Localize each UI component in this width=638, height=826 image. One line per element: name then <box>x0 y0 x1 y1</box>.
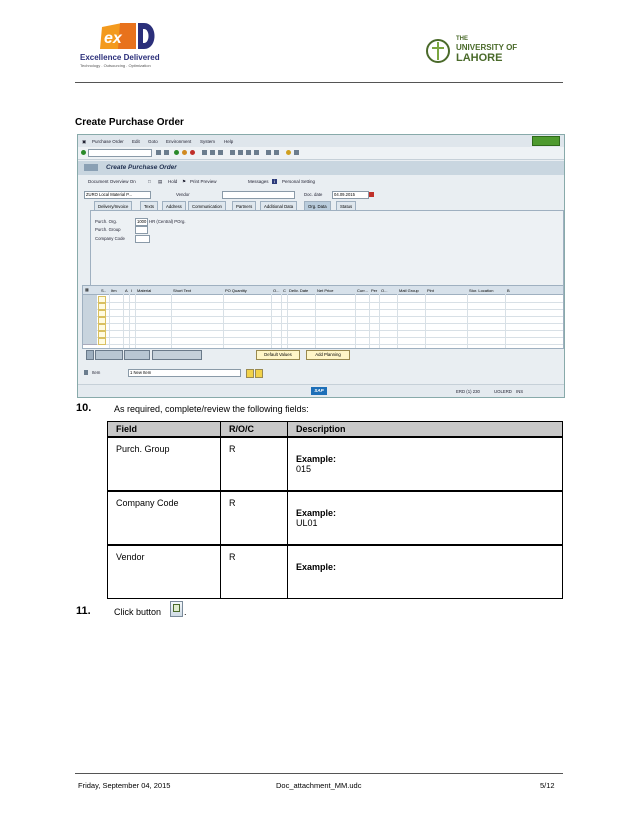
grid-column-header[interactable]: Short Text <box>173 288 191 293</box>
check-icon[interactable]: ⚑ <box>182 179 187 184</box>
status-server: UOLERD <box>494 389 512 394</box>
item-label: Item <box>92 370 101 375</box>
find-icon[interactable] <box>210 150 215 155</box>
grid-column-header[interactable]: O... <box>381 288 388 293</box>
item-down-button[interactable] <box>255 369 263 378</box>
step-11-text: Click button <box>114 607 162 617</box>
back-nav-icon[interactable] <box>156 150 161 155</box>
last-page-icon[interactable] <box>254 150 259 155</box>
add-planning-button[interactable]: Add Planning <box>306 350 350 360</box>
svg-text:ex: ex <box>104 30 122 47</box>
previous-page-icon[interactable] <box>238 150 243 155</box>
uol-lahore: LAHORE <box>456 52 503 64</box>
uol-university: UNIVERSITY OF <box>456 43 518 52</box>
example-value: 015 <box>296 464 312 474</box>
row-roc: R <box>221 437 288 491</box>
table-row[interactable] <box>97 337 563 345</box>
purch-org-field[interactable]: 1000 <box>137 219 147 224</box>
grid-column-header[interactable]: Net Price <box>317 288 334 293</box>
grid-toolbar <box>82 350 562 360</box>
command-field[interactable] <box>88 149 152 157</box>
example-value: UL01 <box>296 518 318 528</box>
grid-column-header[interactable]: Material <box>137 288 152 293</box>
grid-column-header[interactable]: Matl Group <box>399 288 419 293</box>
step-10-text: As required, complete/review the following fields: <box>114 404 309 414</box>
sap-title-text: Create Purchase Order <box>106 164 177 171</box>
row-description <box>288 545 563 599</box>
grid-header <box>83 286 563 295</box>
menu-goto[interactable]: Goto <box>148 139 158 144</box>
new-session-icon[interactable] <box>266 150 271 155</box>
item-detail-row <box>82 368 562 378</box>
col-roc: R/O/C <box>221 422 288 438</box>
section-title: Create Purchase Order <box>75 117 184 128</box>
menu-icon[interactable]: ▣ <box>82 139 87 144</box>
next-page-icon[interactable] <box>246 150 251 155</box>
col-field: Field <box>108 422 221 438</box>
po-header-row <box>82 190 562 200</box>
purch-org-description: HR (Central) POrg. <box>149 219 186 224</box>
grid-detail-icon[interactable] <box>86 350 94 360</box>
company-code-field[interactable] <box>135 235 150 243</box>
doc-date-field[interactable]: 04.09.2015 <box>332 191 369 199</box>
header-divider <box>75 82 563 83</box>
grid-column-header[interactable]: C <box>283 288 286 293</box>
grid-column-header[interactable]: O... <box>273 288 280 293</box>
item-collapse-icon[interactable] <box>84 370 88 375</box>
hold-button[interactable]: Hold <box>168 179 178 184</box>
item-up-button[interactable] <box>246 369 254 378</box>
grid-column-header[interactable]: Deliv. Date <box>289 288 309 293</box>
company-code-label: Company Code <box>95 236 125 241</box>
uol-the: THE <box>456 36 468 42</box>
grid-column-header[interactable]: Per <box>371 288 378 293</box>
grid-column-header[interactable]: Itm <box>111 288 117 293</box>
personal-setting-button[interactable]: Personal Setting <box>282 179 316 184</box>
menu-system[interactable]: System <box>200 139 216 144</box>
default-values-button[interactable]: Default Values <box>256 350 300 360</box>
row-selector[interactable] <box>83 337 97 345</box>
grid-column-header[interactable]: A <box>125 288 128 293</box>
fields-table-header <box>108 422 563 438</box>
step-10-number: 10. <box>76 402 92 414</box>
help-icon[interactable] <box>286 150 291 155</box>
exd-logo <box>78 21 162 70</box>
tab-communication[interactable]: Communication <box>188 201 226 211</box>
sap-screenshot <box>77 134 565 398</box>
tab-additional-data[interactable]: Additional Data <box>260 201 297 211</box>
tab-texts[interactable]: Texts <box>140 201 158 211</box>
save-icon[interactable] <box>164 150 169 155</box>
row-description <box>288 491 563 545</box>
grid-column-header[interactable]: I <box>131 288 133 293</box>
step-11-period: . <box>184 607 187 617</box>
footer-page: 5/12 <box>540 781 555 790</box>
exit-icon[interactable] <box>182 150 187 155</box>
exd-logo-mark <box>100 21 158 51</box>
grid-column-header[interactable]: Plnt <box>427 288 434 293</box>
university-of-lahore-logo <box>424 36 554 66</box>
item-select[interactable]: 1 New Item <box>128 369 241 377</box>
info-icon[interactable]: i <box>274 179 275 184</box>
first-page-icon[interactable] <box>230 150 235 155</box>
tab-org-data[interactable]: Org. Data <box>304 201 331 211</box>
item-input-cell[interactable] <box>98 338 106 345</box>
print-icon[interactable] <box>202 150 207 155</box>
footer-file: Doc_attachment_MM.udc <box>276 781 362 790</box>
header-tabs <box>82 201 562 210</box>
tab-address[interactable]: Address <box>162 201 186 211</box>
tab-status[interactable]: Status <box>336 201 356 211</box>
window-controls[interactable] <box>532 136 560 146</box>
grid-column-header[interactable]: B <box>507 288 510 293</box>
sap-application-toolbar <box>78 176 564 188</box>
row-field: Purch. Group <box>108 437 221 491</box>
cancel-icon[interactable] <box>190 150 195 155</box>
document-overview-button[interactable]: Document Overview On <box>88 179 136 184</box>
example-label: Example: <box>296 508 337 518</box>
grid-column-header[interactable]: PO Quantity <box>225 288 247 293</box>
sap-menubar <box>78 135 564 147</box>
org-data-panel <box>90 210 564 287</box>
tab-delivery-invoice[interactable]: Delivery/Invoice <box>94 201 132 211</box>
col-description: Description <box>288 422 563 438</box>
fields-table <box>107 421 563 599</box>
footer-divider <box>75 773 563 774</box>
row-description <box>288 437 563 491</box>
table-row <box>108 545 563 599</box>
grid-select-icons[interactable] <box>124 350 150 360</box>
exd-logo-tagline: Technology . Outsourcing . Optimization <box>80 63 151 68</box>
university-crest-icon <box>424 36 454 66</box>
sap-logo: SAP <box>311 387 327 395</box>
other-document-icon[interactable]: ▤ <box>158 179 163 184</box>
purch-org-label: Purch. Org. <box>95 219 117 224</box>
transaction-icon <box>84 164 98 171</box>
calendar-icon[interactable] <box>369 192 374 197</box>
item-overview-grid <box>82 285 564 349</box>
vendor-field[interactable] <box>222 191 295 199</box>
purch-group-label: Purch. Group <box>95 227 121 232</box>
menu-help[interactable]: Help <box>224 139 234 144</box>
new-document-icon[interactable]: □ <box>148 179 151 184</box>
grid-settings-icon[interactable]: ▦ <box>85 287 89 292</box>
status-mode: INS <box>516 389 524 394</box>
status-system: ERD (1) 230 <box>456 389 480 394</box>
row-roc: R <box>221 545 288 599</box>
example-label: Example: <box>296 562 337 572</box>
purch-group-field[interactable] <box>135 226 148 234</box>
doc-date-label: Doc. date <box>304 192 323 197</box>
find-next-icon[interactable] <box>218 150 223 155</box>
table-row <box>108 437 563 491</box>
grid-column-header[interactable]: Curr... <box>357 288 368 293</box>
grid-column-header[interactable]: Stor. Location <box>469 288 494 293</box>
table-row <box>108 491 563 545</box>
sap-status-bar <box>78 384 564 398</box>
sap-screen-title <box>78 161 564 175</box>
enter-icon[interactable] <box>81 150 86 155</box>
shortcut-icon[interactable] <box>274 150 279 155</box>
document-type-field[interactable]: ZURO Local Material P... <box>84 191 151 199</box>
back-icon[interactable] <box>174 150 179 155</box>
grid-edit-icons[interactable] <box>95 350 123 360</box>
messages-button[interactable]: Messages <box>248 179 269 184</box>
sap-standard-toolbar <box>78 147 564 160</box>
exd-logo-name: Excellence Delivered <box>80 53 160 62</box>
row-roc: R <box>221 491 288 545</box>
print-preview-button[interactable]: Print Preview <box>190 179 217 184</box>
step-11-number: 11. <box>76 605 91 617</box>
vendor-label: Vendor <box>176 192 190 197</box>
menu-edit[interactable]: Edit <box>132 139 140 144</box>
tab-partners[interactable]: Partners <box>232 201 256 211</box>
grid-column-header[interactable]: S.. <box>101 288 106 293</box>
menu-purchase-order[interactable]: Purchase Order <box>92 139 124 144</box>
row-field: Company Code <box>108 491 221 545</box>
grid-sort-filter-icons[interactable] <box>152 350 202 360</box>
layout-icon[interactable] <box>294 150 299 155</box>
row-field: Vendor <box>108 545 221 599</box>
document-overview-button-icon <box>170 601 183 617</box>
menu-environment[interactable]: Environment <box>166 139 192 144</box>
example-label: Example: <box>296 454 337 464</box>
footer-date: Friday, September 04, 2015 <box>78 781 171 790</box>
